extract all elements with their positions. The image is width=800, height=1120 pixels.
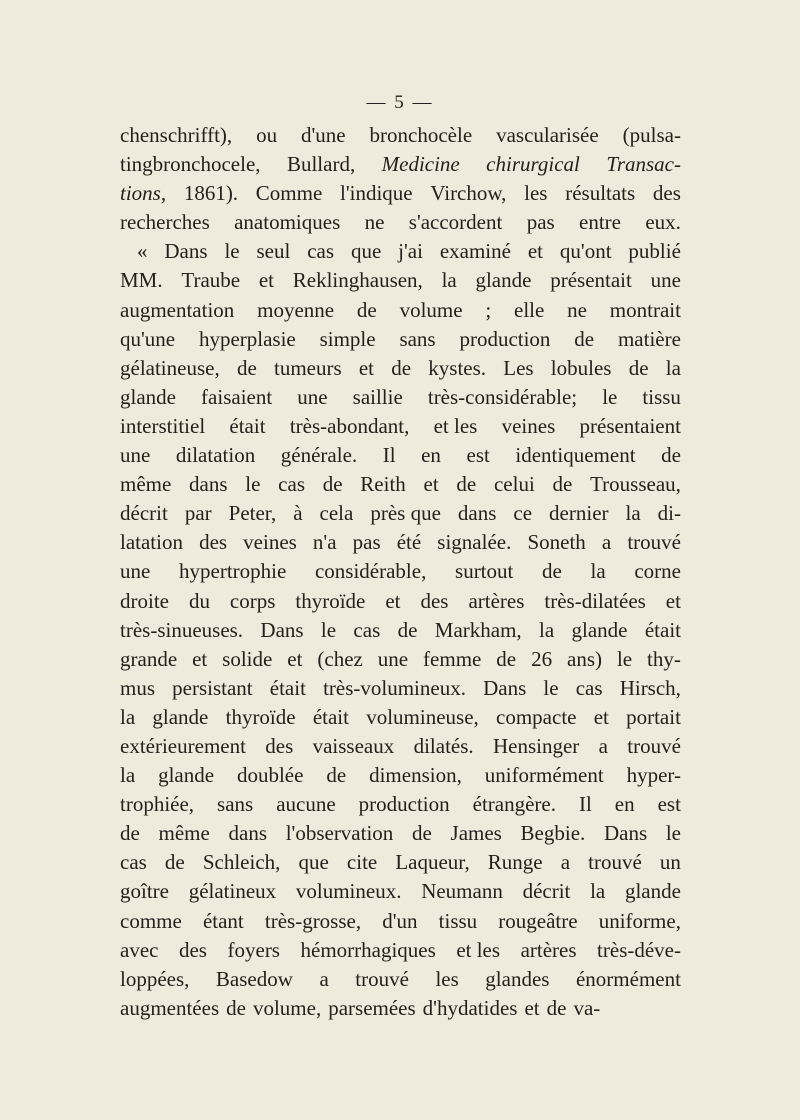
word: glande [624,879,681,904]
text-line [120,383,681,412]
word: a [319,966,329,991]
word: et les [456,937,501,962]
word: volumineux. [295,879,402,904]
word: veines [243,530,297,555]
text-line [120,907,681,936]
word: augmentation [120,297,235,322]
text-line [120,499,681,528]
word: et [524,995,540,1020]
word: recherches [120,210,210,235]
word: de [496,646,517,671]
word: de [236,355,257,380]
word: production [459,326,551,351]
word: femme [423,646,482,671]
word: grande [120,646,178,671]
word: par [184,501,212,526]
word: Il [578,792,592,817]
word: vascularisée [496,123,599,147]
word: production [358,792,450,817]
word: été [396,530,422,555]
text-line [120,121,681,150]
word: solide [222,646,273,671]
word: de [226,995,246,1020]
word: celui [493,472,535,497]
word: trouvé [355,966,409,991]
word: le [665,821,681,846]
word: cas [575,675,603,700]
word: et [423,472,439,497]
word: portait [626,704,681,729]
word: thyroïde [295,588,366,613]
word: à [293,501,303,526]
word: Peter, [228,501,277,526]
word: tissu [642,384,681,409]
word: hypertrophie [179,559,287,584]
word: glande [120,384,176,409]
word: aucune [276,792,336,817]
word: a [601,530,612,555]
word: très-abondant, [289,413,410,438]
word: qu'ont [559,239,612,264]
word: 26 [531,646,553,671]
word: tions, [120,181,167,206]
word: 1861). [183,181,239,206]
word: le [543,675,559,700]
word: de [397,617,418,642]
word: thy- [647,646,681,671]
text-line [120,441,681,470]
word: mus [120,675,156,700]
word: tingbronchocele, [120,152,261,177]
word: matière [617,326,681,351]
word: loppées, [120,966,190,991]
text-line [120,237,681,266]
word: cas [307,239,335,264]
word: la [120,763,136,788]
word: en [614,792,635,817]
text-line [120,703,681,732]
word: étant [202,908,244,933]
word: et [593,704,609,729]
word: trouvé [627,530,681,555]
word: cas [120,850,147,875]
word: cite [346,850,378,875]
word: seul [256,239,291,264]
word: di- [657,501,681,526]
word: n'a [312,530,337,555]
word: d'un [382,908,418,933]
word: trophiée, [120,792,195,817]
word: montrait [609,297,681,322]
text-line [120,819,681,848]
word: une [120,559,151,584]
body-text [120,121,681,1023]
word: cas [278,472,305,497]
word: foyers [227,937,280,962]
word: de [120,821,140,846]
word: MM. [120,268,163,293]
word: Runge [487,850,543,875]
word: de [546,995,567,1020]
text-line [120,587,681,616]
text-line [120,208,681,237]
word: rougeâtre [498,908,578,933]
word: dans [457,501,497,526]
word: identiquement [515,443,636,468]
word: très-volumineux. [323,675,466,700]
word: Transac- [606,152,681,177]
word: glande [571,617,628,642]
word: faisaient [201,384,273,409]
word: tissu [438,908,478,933]
word: très-déve- [597,937,681,962]
word: Bullard, [286,152,356,177]
word: une [377,646,409,671]
word: de [412,821,432,846]
word: hyperplasie [198,326,296,351]
word: hémorrhagiques [300,937,436,962]
word: s'accordent [408,210,503,235]
word: de [322,472,343,497]
word: j'ai [398,239,423,264]
word: d'une [301,123,346,147]
word: trouvé [588,850,642,875]
word: en [421,443,441,468]
word: cas [353,617,381,642]
text-line [120,354,681,383]
word: thyroïde [225,704,296,729]
word: dimension, [369,763,462,788]
word: présentaient [579,413,681,438]
word: le [616,646,633,671]
word: avec [120,937,159,962]
word: tumeurs [273,355,342,380]
word: des [652,181,681,206]
word: Reklinghausen, [292,268,423,293]
word: une [297,384,328,409]
word: Il [382,443,396,468]
text-line [120,296,681,325]
word: les [524,181,548,206]
text-line [120,557,681,586]
word: des [178,937,207,962]
word: vaisseaux [312,733,395,758]
word: de [356,297,377,322]
word: chirurgical [486,152,580,177]
word: des [265,733,294,758]
word: uniformément [484,763,604,788]
word: volume [399,297,463,322]
word: que [298,850,329,875]
word: la [120,704,136,729]
text-line [120,877,681,906]
word: et [287,646,303,671]
text-line [120,179,681,208]
word: était [229,413,266,438]
word: très-grosse, [264,908,362,933]
word: de [456,472,477,497]
word: et [192,646,208,671]
word: (pulsa- [622,123,681,147]
word: a [598,733,608,758]
text-line [120,790,681,819]
word: Les [503,355,534,380]
word: la [590,559,606,584]
word: trouvé [627,733,681,758]
word: pas [352,530,381,555]
word: hyper- [626,763,681,788]
word: très-sinueuses. [120,617,244,642]
word: près que [370,501,441,526]
word: est [657,792,681,817]
word: comme [120,908,182,933]
word: qu'une [120,326,176,351]
word: le [224,239,240,264]
word: va- [573,995,601,1020]
word: simple [319,326,376,351]
text-line [120,994,681,1023]
word: examiné [439,239,511,264]
word: que [350,239,382,264]
word: artères [520,937,577,962]
word: parsemées [328,995,416,1020]
word: ; [485,297,492,322]
word: Begbie. [520,821,586,846]
text-line [120,412,681,441]
word: et [385,588,401,613]
word: décrit [522,879,571,904]
word: et [358,355,375,380]
word: anatomiques [234,210,341,235]
word: uniforme, [598,908,681,933]
word: corps [229,588,276,613]
page-number: — 5 — [366,92,434,113]
text-line [120,965,681,994]
word: ne [567,297,587,322]
word: volumineuse, [366,704,479,729]
text-line [120,761,681,790]
word: de [326,763,347,788]
word: de [574,326,595,351]
word: sans [399,326,436,351]
word: bronchocèle [369,123,473,147]
word: la [625,501,641,526]
word: gélatineux [188,879,277,904]
word: veines [501,413,556,438]
word: interstitiel [120,413,206,438]
word: moyenne [257,297,335,322]
word: corne [634,559,681,584]
word: résultats [565,181,636,206]
word: doublée [236,763,304,788]
word: compacte [496,704,577,729]
word: Markham, [434,617,522,642]
word: considérable, [314,559,427,584]
word: la [665,355,681,380]
word: la [441,268,457,293]
word: un [659,850,681,875]
text-line [120,528,681,557]
word: Dans [164,239,208,264]
word: Dans [483,675,527,700]
word: était [644,617,681,642]
word: pas [526,210,555,235]
word: Traube [181,268,241,293]
word: Dans [260,617,304,642]
text-line [120,645,681,674]
word: publié [628,239,681,264]
word: étrangère. [472,792,556,817]
word: des [199,530,228,555]
word: Hirsch, [619,675,681,700]
text-line [120,848,681,877]
word: très-dilatées [544,588,646,613]
word: même [158,821,210,846]
word: ne [364,210,385,235]
word: James [450,821,502,846]
word: a [560,850,571,875]
word: dilatés. [413,733,474,758]
word: (chez [317,646,363,671]
text-line [120,936,681,965]
word: et les [433,413,478,438]
word: et [665,588,681,613]
word: lobules [550,355,612,380]
text-line [120,325,681,354]
word: Virchow, [430,181,507,206]
word: « [137,239,148,264]
word: Dans [603,821,648,846]
word: d'hydatides [422,995,518,1020]
word: très-considérable; [427,384,578,409]
word: extérieurement [120,733,246,758]
text-line [120,266,681,295]
word: glande [158,763,215,788]
word: chenschrifft), [120,123,233,147]
word: la [539,617,555,642]
word: goître [120,879,169,904]
word: de [164,850,185,875]
word: Hensinger [492,733,580,758]
word: du [188,588,210,613]
word: signalée. [437,530,512,555]
word: gélatineuse, [120,355,220,380]
word: saillie [352,384,403,409]
word: persistant [172,675,253,700]
word: sans [217,792,254,817]
word: de [661,443,681,468]
word: droite [120,588,169,613]
word: le [320,617,337,642]
word: artères [468,588,525,613]
word: Schleich, [202,850,281,875]
word: générale. [280,443,358,468]
word: volume, [252,995,322,1020]
word: Medicine [381,152,460,177]
word: ou [256,123,278,147]
text-line [120,674,681,703]
word: le [245,472,261,497]
word: l'indique [340,181,413,206]
word: l'observation [285,821,394,846]
word: décrit [120,501,168,526]
word: une [120,443,151,468]
word: Neumann [421,879,503,904]
word: Laqueur, [395,850,470,875]
word: présentait [550,268,632,293]
text-line [120,616,681,645]
word: le [602,384,618,409]
word: dans [228,821,268,846]
word: glande [152,704,209,729]
word: et [258,268,274,293]
word: était [269,675,306,700]
text-line [120,470,681,499]
word: la [590,879,606,904]
word: cela [319,501,354,526]
word: était [312,704,349,729]
word: entre [579,210,622,235]
word: les [435,966,459,991]
word: kystes. [428,355,487,380]
word: de [542,559,562,584]
word: dans [189,472,228,497]
word: est [466,443,490,468]
word: glandes [485,966,550,991]
word: glande [475,268,532,293]
word: Basedow [215,966,293,991]
word: ce [513,501,533,526]
word: de [391,355,412,380]
word: Comme [255,181,323,206]
word: augmentées [120,995,220,1020]
text-line [120,732,681,761]
word: dilatation [175,443,256,468]
word: elle [514,297,545,322]
word: même [120,472,172,497]
word: dernier [549,501,609,526]
word: énormément [575,966,681,991]
word: ans) [567,646,602,671]
word: Soneth [527,530,586,555]
text-line [120,150,681,179]
word: Trousseau, [590,472,681,497]
word: de [552,472,573,497]
word: surtout [455,559,514,584]
word: des [420,588,449,613]
word: et [527,239,544,264]
word: une [650,268,681,293]
word: latation [120,530,183,555]
word: Reith [360,472,406,497]
word: eux. [645,210,681,235]
word: de [628,355,649,380]
